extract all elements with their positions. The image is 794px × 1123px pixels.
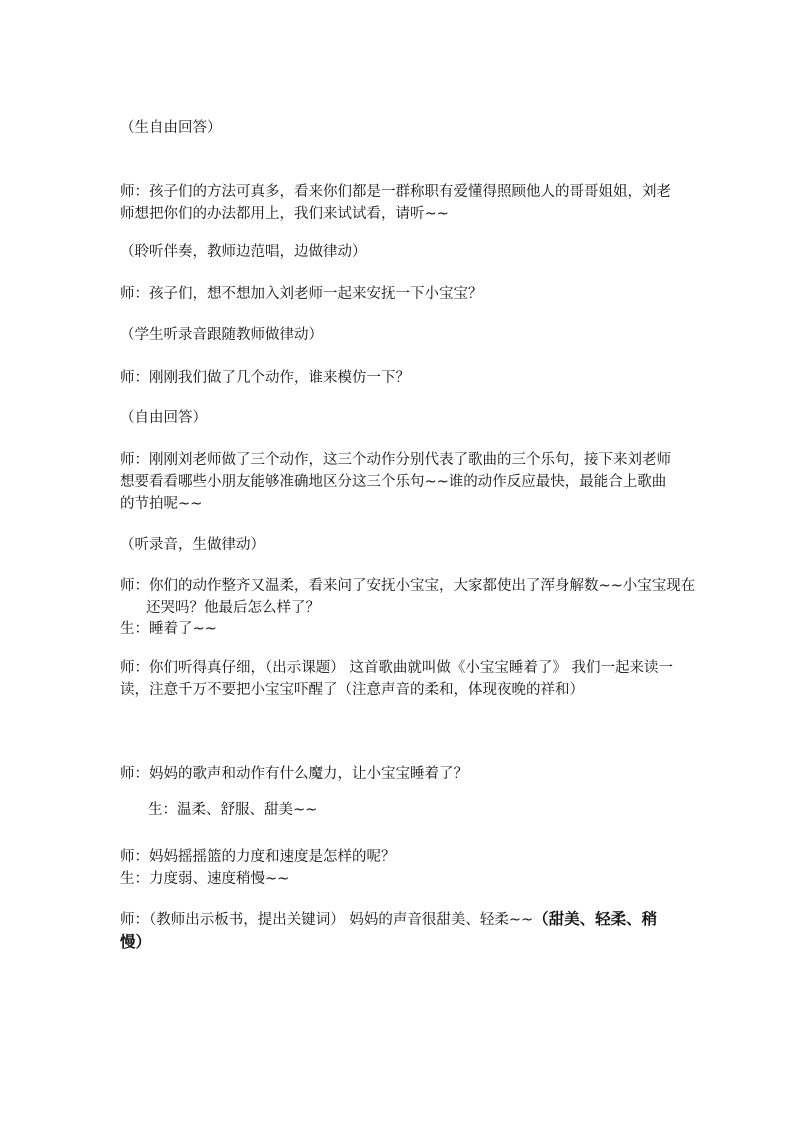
paragraph-student-free-answer: （生自由回答） [120, 120, 222, 136]
keywords-prefix: 师：（教师出示板书，提出关键词） 妈妈的声音很甜美、轻柔~~ [120, 912, 534, 928]
paragraph-teacher-imitate: 师：刚刚我们做了几个动作，谁来模仿一下？ [120, 370, 410, 386]
paragraph-teacher-keywords [120, 908, 676, 954]
paragraph-listen-recording: （听录音，生做律动） [120, 537, 265, 553]
paragraph-teacher-magic: 师：妈妈的歌声和动作有什么魔力，让小宝宝睡着了？ [120, 766, 468, 782]
paragraph-students-follow: （学生听录音跟随教师做律动） [120, 327, 323, 343]
paragraph-teacher-methods: 师：孩子们的方法可真多，看来你们都是一群称职有爱懂得照顾他人的哥哥姐姐，刘老师想把你们的办法都用上，我们来试试看，请听~~ [120, 184, 671, 222]
paragraph-teacher-cradle: 师：妈妈摇摇篮的力度和速度是怎样的呢？ [120, 849, 396, 865]
paragraph-student-gentle: 生：温柔、舒服、甜美~~ [148, 802, 318, 818]
keywords-bold: （甜美、轻柔、稍慢） [120, 910, 658, 951]
paragraph-teacher-gentle: 师：你们的动作整齐又温柔，看来问了安抚小宝宝，大家都使出了浑身解数~~小宝宝现在还哭吗？他最后怎么样了？ [120, 578, 696, 616]
paragraph-listen-accompaniment: （聆听伴奏，教师边范唱，边做律动） [120, 244, 367, 260]
paragraph-student-asleep: 生：睡着了~~ [120, 621, 217, 637]
paragraph-teacher-three-phrases: 师：刚刚刘老师做了三个动作，这三个动作分别代表了歌曲的三个乐句，接下来刘老师想要看看哪些小朋友能够准确地区分这三个乐句~~谁的动作反应最快，最能合上歌曲的节拍呢~~ [120, 452, 671, 512]
paragraph-free-answer: （自由回答） [120, 410, 207, 426]
paragraph-student-strength: 生：力度弱、速度稍慢~~ [120, 871, 290, 887]
paragraph-teacher-title: 师：你们听得真仔细，（出示课题） 这首歌曲就叫做《小宝宝睡着了》 我们一起来读一读，注意千万不要把小宝宝吓醒了（注意声音的柔和，体现夜晚的祥和） [120, 660, 673, 698]
paragraph-teacher-join: 师：孩子们，想不想加入刘老师一起来安抚一下小宝宝？ [120, 286, 483, 302]
